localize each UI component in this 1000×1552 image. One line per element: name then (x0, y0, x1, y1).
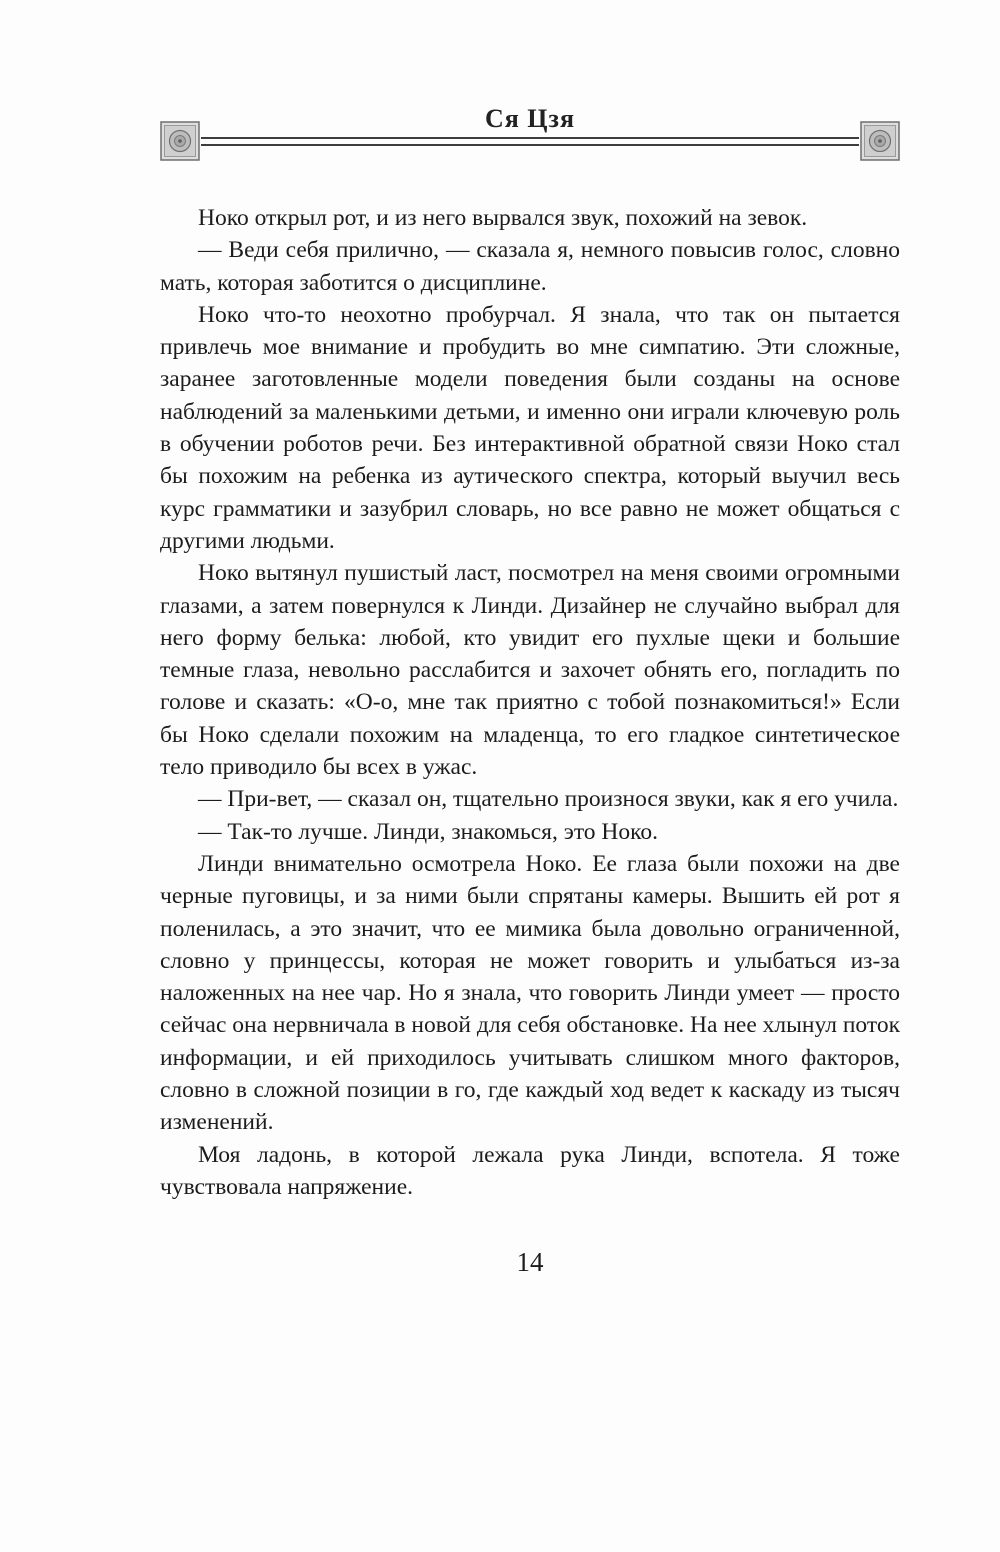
header-rule (201, 137, 859, 146)
paragraph: Ноко что-то неохотно пробурчал. Я знала, что так он пытается привлечь мое внимание и пробудить во мне симпатию. Эти сложные, заранее заготовленные модели поведения были созданы на основе наблюдений за маленькими детьми, и именно они играли ключевую роль в обучении роботов речи. Без интерактивной обратной связи Ноко стал бы похожим на ребенка из аутического спектра, который выучил весь курс грамматики и зазубрил словарь, но все равно не может общаться с другими людьми. (160, 301, 900, 554)
paragraph: — Так-то лучше. Линди, знакомься, это Ноко. (198, 818, 658, 845)
running-title: Ся Цзя (484, 104, 576, 133)
body-text (160, 202, 900, 1203)
page-number: 14 (516, 1247, 544, 1278)
page-footer (160, 1247, 900, 1278)
paragraph: Ноко вытянул пушистый ласт, посмотрел на меня своими огромными глазами, а затем повернулся к Линди. Дизайнер не случайно выбрал для него форму белька: любой, кто увидит его пухлые щеки и большие темные глаза, невольно расслабится и захочет обнять его, погладить по голове и сказать: «О-о, мне так приятно с тобой познакомиться!» Если бы Ноко сделали похожим на младенца, то его гладкое синтетическое тело приводило бы всех в ужас. (160, 560, 900, 781)
right-seal-stamp-icon (860, 121, 900, 161)
paragraph: Моя ладонь, в которой лежала рука Линди, вспотела. Я тоже чувствовала напряжение. (160, 1141, 900, 1200)
left-seal-stamp-icon (160, 121, 200, 161)
page-header (160, 104, 900, 176)
header-rule-row (160, 121, 900, 161)
paragraph: Линди внимательно осмотрела Ноко. Ее глаза были похожи на две черные пуговицы, и за ними были спрятаны камеры. Вышить ей рот я поленилась, а это значит, что ее мимика была довольно ограниченной, словно у принцессы, которая не может говорить и улыбаться из-за наложенных на нее чар. Но я знала, что говорить Линди умеет — просто сейчас она нервничала в новой для себя обстановке. На нее хлынул поток информации, и ей приходилось учитывать слишком много факторов, словно в сложной позиции в го, где каждый ход ведет к каскаду из тысяч изменений. (160, 850, 900, 1136)
paragraph: Ноко открыл рот, и из него вырвался звук, похожий на зевок. (198, 205, 808, 231)
paragraph: — При-вет, — сказал он, тщательно произнося звуки, как я его учила. (198, 786, 899, 813)
paragraph: — Веди себя прилично, — сказала я, немного повысив голос, словно мать, которая заботится о дисциплине. (160, 237, 900, 296)
